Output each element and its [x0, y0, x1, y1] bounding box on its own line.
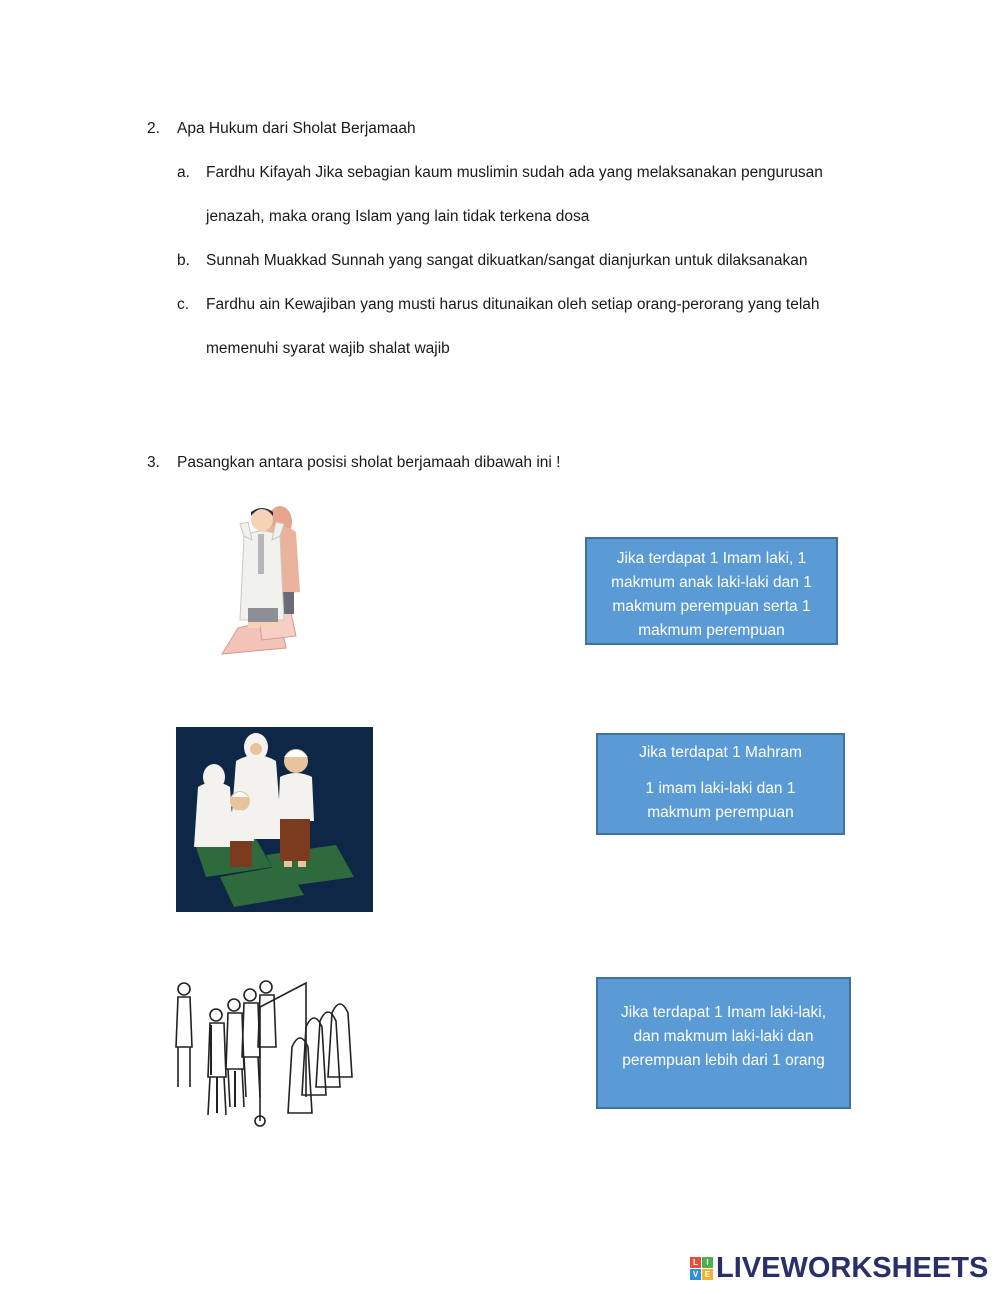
option-c-letter: c. — [177, 296, 190, 313]
logo-wordmark: LIVEWORKSHEETS — [716, 1252, 989, 1284]
question-2-text: Apa Hukum dari Sholat Berjamaah — [177, 120, 416, 137]
prayer-congregation-image[interactable] — [172, 977, 356, 1127]
answer-box-2-text: 1 imam laki-laki dan 1 makmum perempuan — [645, 780, 796, 821]
prayer-family-image[interactable] — [176, 727, 373, 912]
option-c-text-line1: Fardhu ain Kewajiban yang musti harus ditunaikan oleh setiap orang-perorang yang telah — [206, 296, 820, 313]
option-b-text: Sunnah Muakkad Sunnah yang sangat dikuatkan/sangat dianjurkan untuk dilaksanakan — [206, 252, 808, 269]
logo-tile-e: E — [702, 1269, 713, 1280]
answer-box-3-text: Jika terdapat 1 Imam laki-laki, dan makmum laki-laki dan perempuan lebih dari 1 orang — [620, 1004, 827, 1069]
logo-tile-v: V — [690, 1269, 701, 1280]
question-2-number: 2. — [147, 120, 160, 137]
option-a-text-line2: jenazah, maka orang Islam yang lain tidak terkena dosa — [206, 208, 590, 225]
question-3-number: 3. — [147, 454, 160, 471]
logo-tile-i: I — [702, 1257, 713, 1268]
answer-box-3[interactable] — [596, 977, 851, 1109]
option-c-text-line2: memenuhi syarat wajib shalat wajib — [206, 340, 450, 357]
logo-tiles — [690, 1257, 713, 1280]
prayer-imam-woman-image[interactable] — [218, 500, 308, 656]
option-b-letter: b. — [177, 252, 190, 269]
liveworksheets-logo — [690, 1253, 988, 1283]
option-a-letter: a. — [177, 164, 190, 181]
answer-box-1-text: Jika terdapat 1 Imam laki, 1 makmum anak laki-laki dan 1 makmum perempuan serta 1 makmum perempuan — [611, 550, 812, 639]
option-a-text-line1: Fardhu Kifayah Jika sebagian kaum muslimin sudah ada yang melaksanakan pengurusan — [206, 164, 823, 181]
answer-box-2[interactable] — [596, 733, 845, 835]
question-3-text: Pasangkan antara posisi sholat berjamaah dibawah ini ! — [177, 454, 561, 471]
answer-box-2-title: Jika terdapat 1 Mahram — [639, 744, 802, 761]
logo-tile-l: L — [690, 1257, 701, 1268]
answer-box-1[interactable] — [585, 537, 838, 645]
